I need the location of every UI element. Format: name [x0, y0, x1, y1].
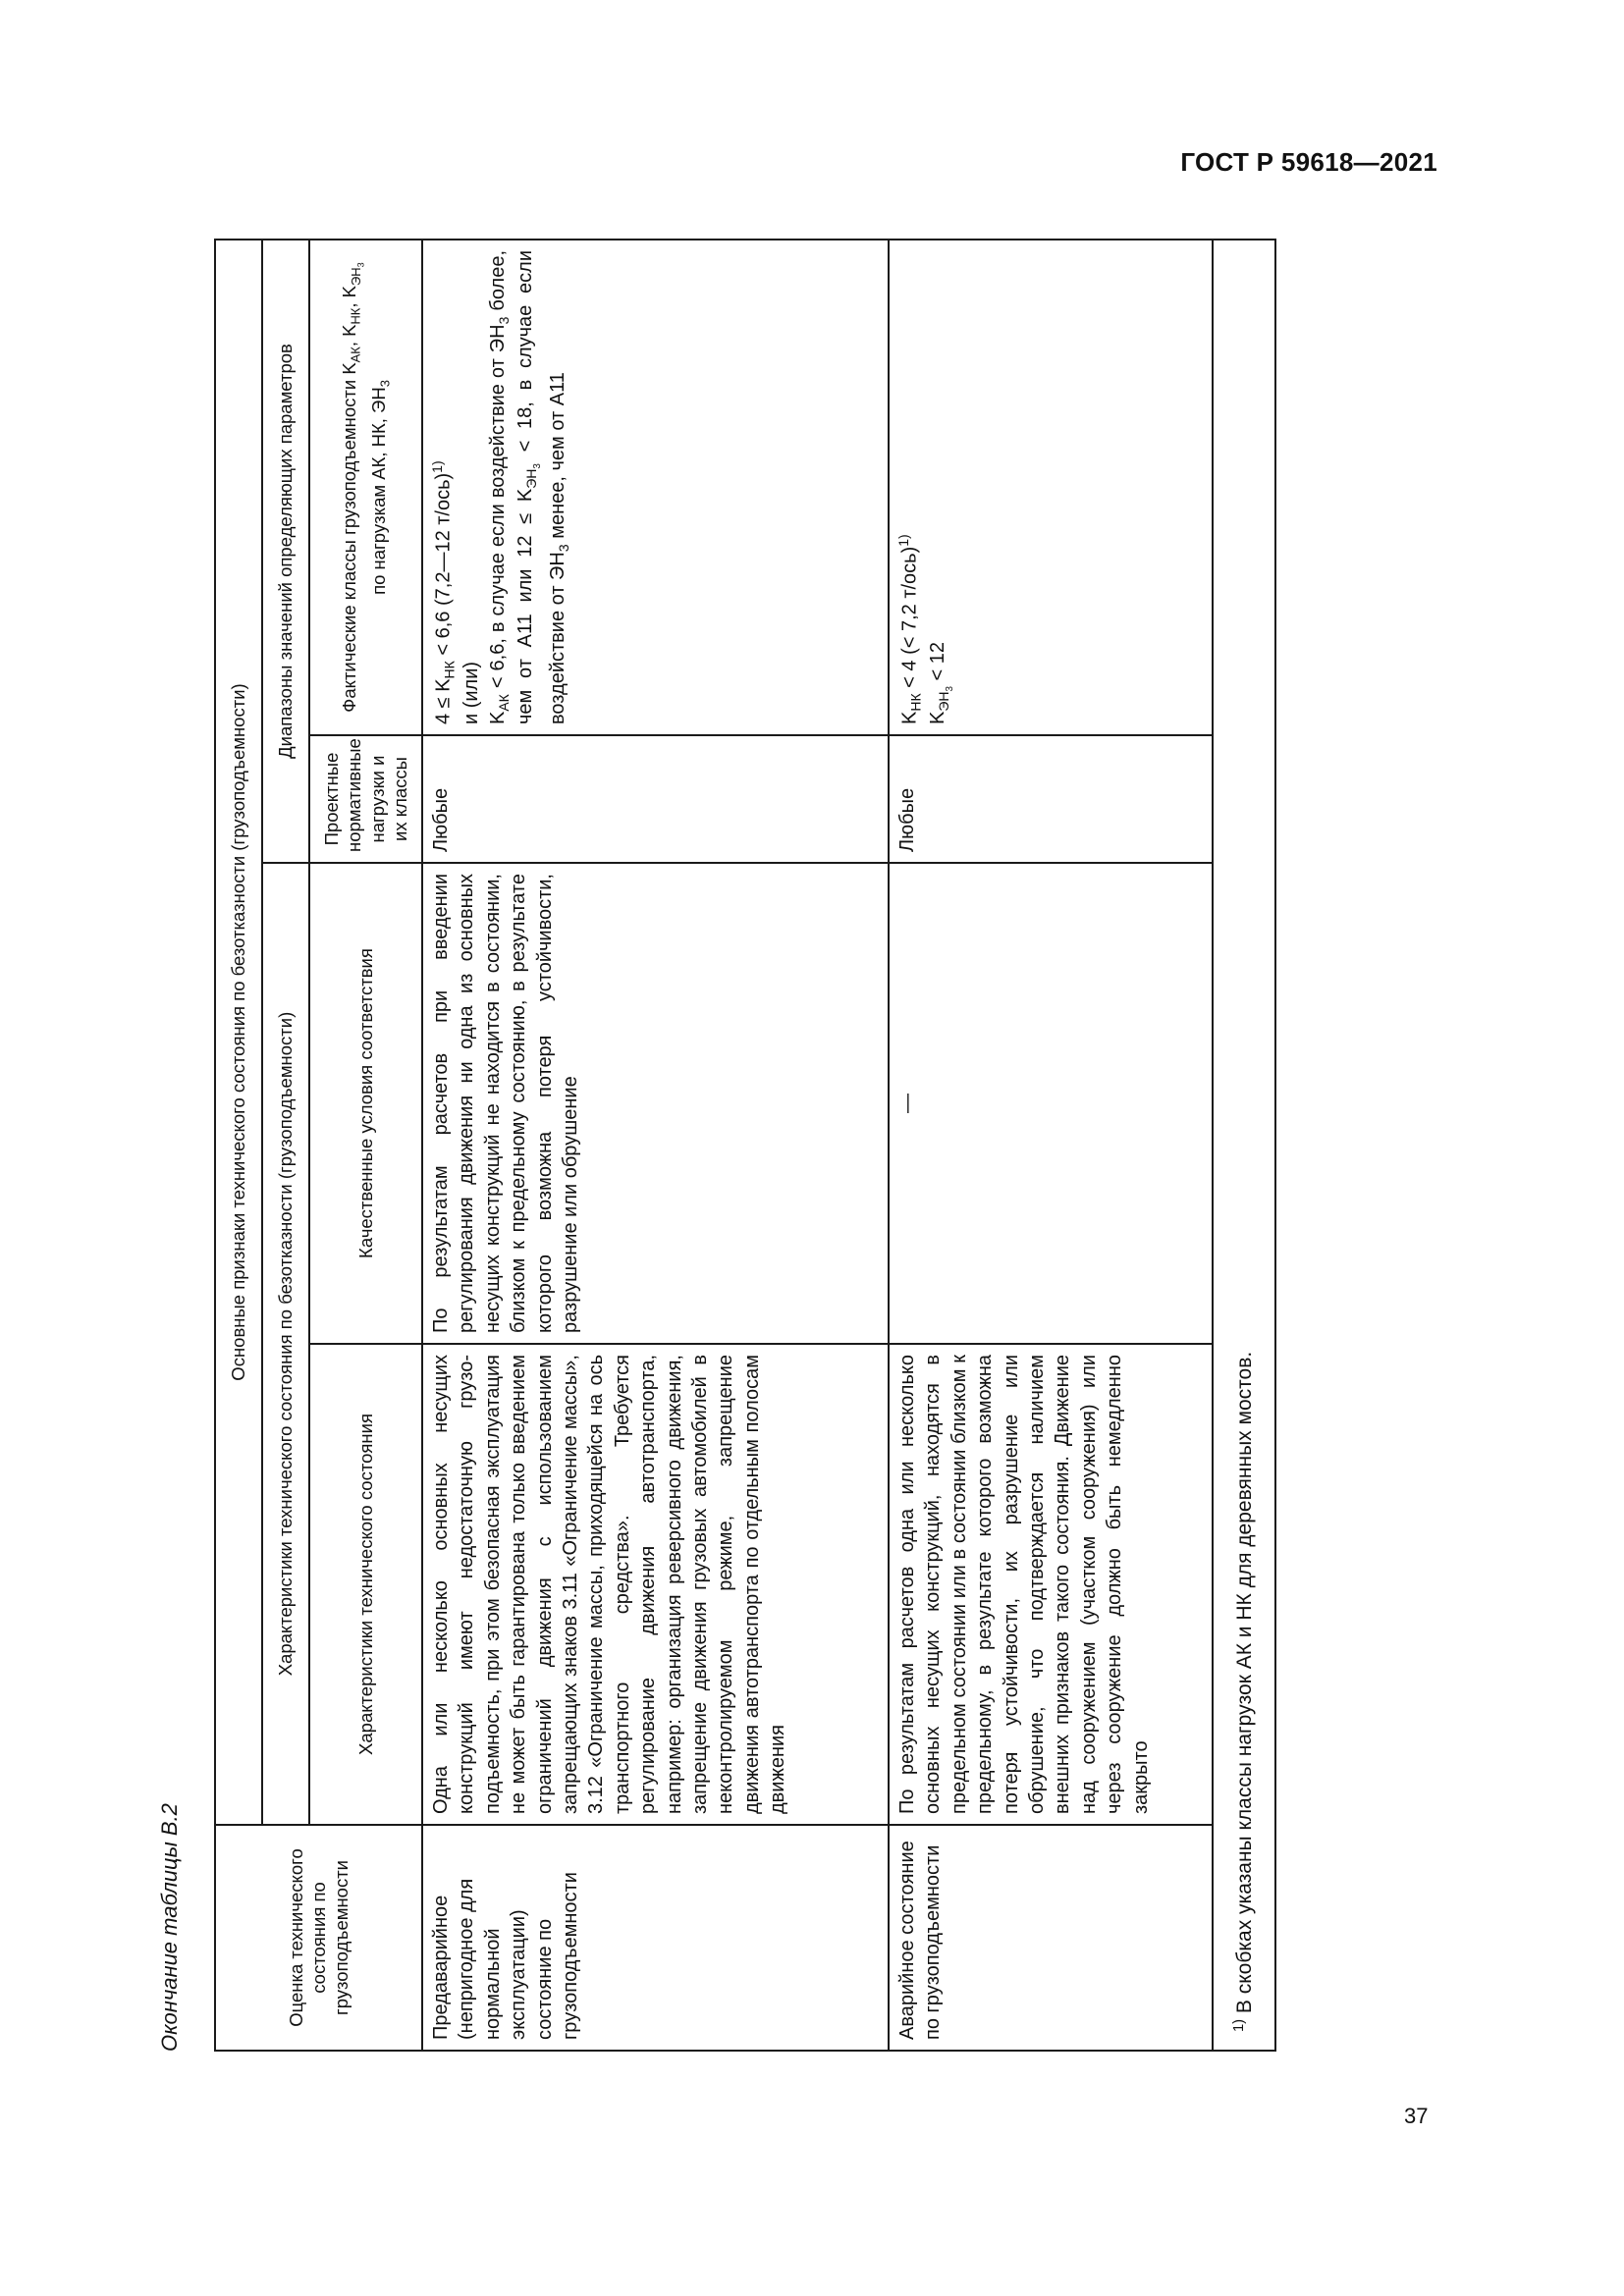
- header-main-features: Основные признаки технического состояния по безотказности (грузоподъемности): [215, 240, 262, 1825]
- cell-quality: —: [889, 863, 1213, 1344]
- standard-header: ГОСТ Р 59618—2021: [1180, 147, 1437, 177]
- footnote-row: [1213, 240, 1275, 2051]
- rotated-table-region: [157, 240, 1286, 2052]
- header-row-1: [215, 240, 262, 2051]
- header-row-2: [262, 240, 309, 2051]
- header-quality-conditions: Качественные условия соответствия: [309, 863, 422, 1344]
- cell-design-loads: Любые: [889, 735, 1213, 863]
- header-design-loads: Проектные нормативные нагрузки и их классы: [309, 735, 422, 863]
- cell-characteristics: По результатам расчетов одна или несколько основных несущих конструкций, находятся в предельном состоянии или в состоянии близком к предельному, в результате которого возможна потеря устойчивости, их разрушение или обрушение, что подтверждается наличием внешних признаков такого состояния. Движение над сооружением (участком сооружения) или через сооружение должно быть немедленно закрыто: [889, 1344, 1213, 1825]
- cell-characteristics: Одна или несколько основных несущих конструкций имеют недостаточную грузоподъемность, при этом безопасная эксплуатация не может быть гарантирована только введением ограничений движения с использованием запрещающих знаков 3.11 «Ограничение массы», 3.12 «Ограничение массы, приходящейся на ось транспортного средства». Требуется регулирование движения автотранспорта, например: организация реверсивного движения, запрещение движения грузовых автомобилей в неконтролируемом режиме, запрещение движения автотранспорта по отдельным полосам движения: [422, 1344, 889, 1825]
- header-characteristics: Характеристики технического состояния: [309, 1344, 422, 1825]
- header-actual-classes: Фактические классы грузоподъемности $K_{АК}$, $K_{НК}$, $K_{ЭН_3}$ по нагрузкам АК, НК, $ЭН_3$: [309, 240, 422, 735]
- header-assessment: Оценка технического состояния по грузоподъемности: [215, 1825, 422, 2051]
- header-characteristics-group: Характеристики технического состояния по безотказности (грузоподъемности): [262, 863, 309, 1825]
- cell-assessment: Аварийное состояние по грузоподъемности: [889, 1825, 1213, 2051]
- technical-state-table: [214, 239, 1276, 2052]
- table-row-pre-emergency: [422, 240, 889, 2051]
- page-number: 37: [1404, 2104, 1429, 2128]
- table-caption: Окончание таблицы В.2: [157, 1803, 182, 2052]
- cell-design-loads: Любые: [422, 735, 889, 863]
- cell-quality: По результатам расчетов при введении регулирования движения ни одна из основных несущих конструкций не находится в состоянии, близком к предельному состоянию, в результате которого возможна потеря устойчивости, разрушение или обрушение: [422, 863, 889, 1344]
- header-ranges-group: Диапазоны значений определяющих параметров: [262, 240, 309, 863]
- table-row-emergency: [889, 240, 1213, 2051]
- cell-actual-classes: $K_{НК} < 4$ (< 7,2 т/ось)$^{1)}$ $K_{ЭН_3} < 12$: [889, 240, 1213, 735]
- header-row-3: [309, 240, 422, 2051]
- cell-assessment: Предаварийное (непригодное для нормальной эксплуатации) состояние по грузоподъемности: [422, 1825, 889, 2051]
- table-footnote: $^{1)}$ В скобках указаны классы нагрузок АК и НК для деревянных мостов.: [1213, 240, 1275, 2051]
- cell-actual-classes: $4 \le K_{НК} < 6,6$ (7,2—12 т/ось)$^{1)}$ и (или) $K_{АК} < 6,6$, в случае если воздействие от $ЭН_3$ более, чем от А11 или $12 \le K_{ЭН_3} < 18$, в случае если воздействие от $ЭН_3$ менее, чем от А11: [422, 240, 889, 735]
